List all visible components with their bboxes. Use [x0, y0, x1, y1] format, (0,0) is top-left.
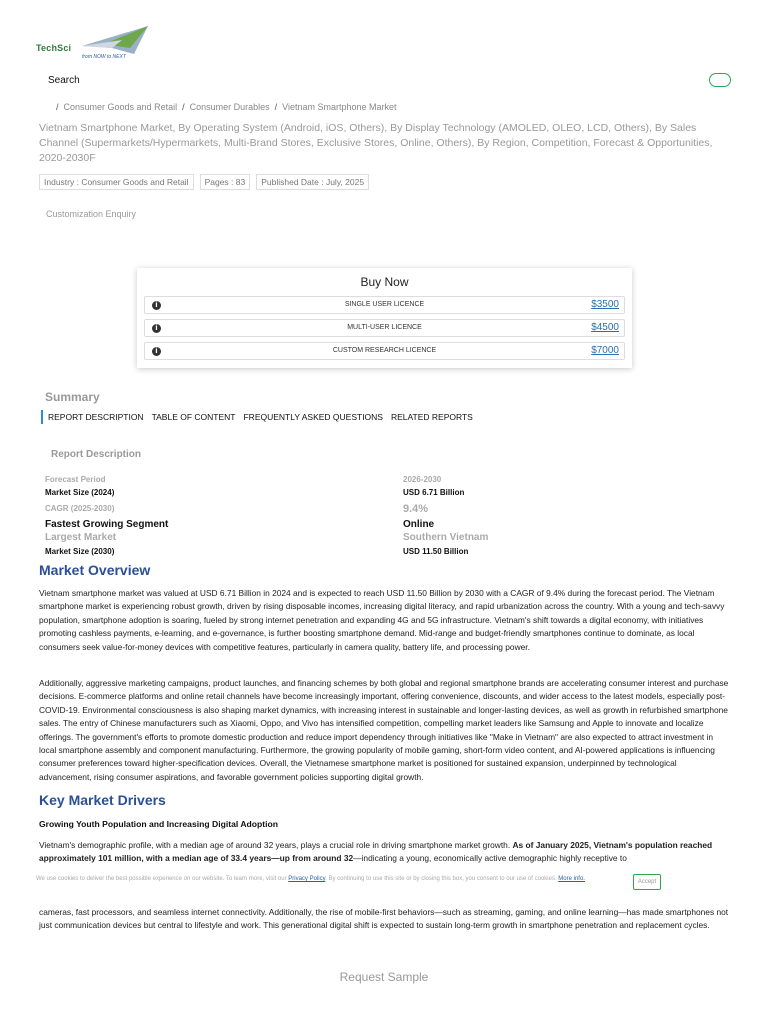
cookie-accept-button[interactable]: Accept: [633, 874, 661, 890]
licence-name: CUSTOM RESEARCH LICENCE: [332, 347, 437, 354]
breadcrumb-separator: /: [182, 102, 185, 112]
forecast-period-value: 2026-2030: [403, 475, 442, 484]
cookie-text-b: . By continuing to use this site or by closing this box, you consent to our use of cookies.: [325, 876, 559, 882]
largest-market-value: Southern Vietnam: [403, 532, 489, 543]
logo-wordmark: TechSci: [36, 43, 72, 53]
breadcrumb-separator: /: [56, 102, 59, 112]
driver-text-end: —indicating a young, economically active demographic highly receptive to: [353, 853, 627, 864]
bottom-sticky-bar: [0, 956, 768, 1024]
licence-row-single[interactable]: [144, 296, 625, 314]
licence-row-custom[interactable]: [144, 342, 625, 360]
market-size-2030-value: USD 11.50 Billion: [403, 547, 469, 556]
more-info-link[interactable]: More info.: [558, 876, 585, 882]
fastest-growing-segment-value: Online: [403, 519, 435, 530]
breadcrumb-item-current[interactable]: Vietnam Smartphone Market: [282, 102, 397, 112]
info-icon[interactable]: i: [152, 347, 161, 356]
fastest-growing-segment-label: Fastest Growing Segment: [45, 519, 169, 530]
pages-tag: Pages : 83: [200, 174, 251, 190]
logo-tagline: from NOW to NEXT: [82, 54, 126, 60]
techsci-logo[interactable]: [34, 26, 154, 62]
cagr-label: CAGR (2025-2030): [45, 504, 115, 513]
report-meta-tags: [39, 174, 369, 190]
driver-text: Vietnam's demographic profile, with a median age of around 32 years, plays a crucial role in driving smartphone market growth.: [39, 840, 513, 850]
driver-youth-heading: Growing Youth Population and Increasing Digital Adoption: [39, 819, 279, 829]
breadcrumb: [56, 102, 397, 112]
summary-tabs: [41, 410, 473, 424]
largest-market-label: Largest Market: [45, 532, 117, 543]
published-date-tag: Published Date : July, 2025: [256, 174, 369, 190]
buy-now-panel: [137, 268, 632, 368]
tab-table-of-content[interactable]: TABLE OF CONTENT: [151, 412, 236, 422]
industry-tag: Industry : Consumer Goods and Retail: [39, 174, 194, 190]
cookie-text-a: We use cookies to deliver the best possible experience on our website. To learn more, visit our: [36, 876, 289, 882]
market-size-2024-value: USD 6.71 Billion: [403, 488, 465, 497]
market-overview-paragraph-1: Vietnam smartphone market was valued at USD 6.71 Billion in 2024 and is expected to reach USD 11.50 Billion by 2030 with a CAGR of 9.4% during the forecast period. The Vietnam smartphone market is experiencing robust growth, driven by rising disposable incomes, increasing digital literacy, and rapid urbanization across the country. With a young and tech-savvy population, smartphone adoption is soaring, fueled by strong internet penetration and expanding 4G and 5G infrastructure. Vietnam's shift towards a digital economy, with initiatives promoting cashless payments, e-learning, and e-governance, is further boosting smartphone demand. Mid-range and budget-friendly smartphones continue to dominate, as local consumers seek value-for-money devices with competitive features, particularly in camera quality, battery life, and processing power.: [39, 588, 725, 652]
licence-name: SINGLE USER LICENCE: [344, 301, 425, 308]
cookie-text: [36, 875, 616, 884]
licence-name: MULTI-USER LICENCE: [347, 324, 422, 331]
market-overview-heading: Market Overview: [39, 562, 151, 578]
search-toggle-button[interactable]: [709, 73, 731, 87]
licence-price-link[interactable]: $3500: [591, 299, 619, 310]
info-icon[interactable]: i: [152, 324, 161, 333]
breadcrumb-item-consumer-goods[interactable]: Consumer Goods and Retail: [63, 102, 178, 112]
licence-row-multi[interactable]: [144, 319, 625, 337]
tab-report-description[interactable]: REPORT DESCRIPTION: [48, 412, 144, 422]
driver-highlight: As of January 2025, Vietnam's population reached approximately 101 million, with a median age of 33.4 years—up from around 32: [39, 840, 713, 864]
forecast-period-label: Forecast Period: [45, 475, 106, 484]
report-description-heading: Report Description: [51, 449, 142, 460]
tab-related-reports[interactable]: RELATED REPORTS: [390, 412, 473, 422]
cagr-value: 9.4%: [403, 503, 429, 515]
licence-price-link[interactable]: $4500: [591, 322, 619, 333]
summary-heading: Summary: [45, 390, 100, 404]
market-size-2024-label: Market Size (2024): [45, 488, 115, 497]
licence-price-link[interactable]: $7000: [591, 345, 619, 356]
privacy-policy-link[interactable]: Privacy Policy: [288, 876, 326, 882]
request-sample-button[interactable]: Request Sample: [339, 970, 429, 984]
driver-youth-paragraph-tail: cameras, fast processors, and seamless internet connectivity. Additionally, the rise of mobile-first behaviors—such as streaming, gaming, and online learning—has made smartphones not just communication devices but central to lifestyle and work. This generational digital shift is expected to sustain long-term growth in smartphone penetration and replacement cycles.: [39, 907, 729, 931]
market-overview-paragraph-2: Additionally, aggressive marketing campaigns, product launches, and financing schemes by both global and regional smartphone brands are accelerating consumer interest and purchase decisions. E-commerce platforms and online retail channels have become increasingly important, offering convenience, discounts, and wider access to the latest models, especially post-COVID-19. Environmental consciousness is also shaping market dynamics, with increasing interest in sustainable and longer-lasting devices, as well as growth in refurbished smartphone sales. The entry of Chinese manufacturers such as Xiaomi, Oppo, and Vivo has intensified competition, compelling market leaders like Samsung and Apple to innovate and localize offerings. The government's efforts to promote domestic production and reduce import dependency through initiatives like "Make in Vietnam" are also expected to attract investment in local smartphone assembly and component manufacturing. Furthermore, the growing popularity of mobile gaming, short-form video content, and AI-powered applications is influencing consumer preferences toward higher-specification devices. Overall, the Vietnamese smartphone market is positioned for sustained expansion, underpinned by technological advancement, rising consumer aspirations, and favorable government policies supporting digital growth.: [39, 678, 729, 782]
market-size-2030-label: Market Size (2030): [45, 547, 115, 556]
cookie-consent-bar: [0, 868, 768, 900]
customization-enquiry-link[interactable]: Customization Enquiry: [46, 209, 137, 219]
breadcrumb-separator: /: [274, 102, 278, 112]
key-market-drivers-heading: Key Market Drivers: [39, 792, 166, 808]
info-icon[interactable]: i: [152, 301, 161, 310]
buy-now-title: Buy Now: [360, 275, 409, 289]
driver-youth-paragraph-start: [39, 839, 729, 866]
page-title: Vietnam Smartphone Market, By Operating System (Android, iOS, Others), By Display Technology (AMOLED, OLEO, LCD, Others), By Sales Channel (Supermarkets/Hypermarkets, Multi-Brand Stores, Exclusive Stores, Online, Others), By Region, Competition, Forecast & Opportunities, 2020-2030F: [39, 122, 713, 164]
breadcrumb-item-consumer-durables[interactable]: Consumer Durables: [189, 102, 270, 112]
tab-faq[interactable]: FREQUENTLY ASKED QUESTIONS: [243, 412, 383, 422]
search-link[interactable]: Search: [48, 75, 80, 86]
